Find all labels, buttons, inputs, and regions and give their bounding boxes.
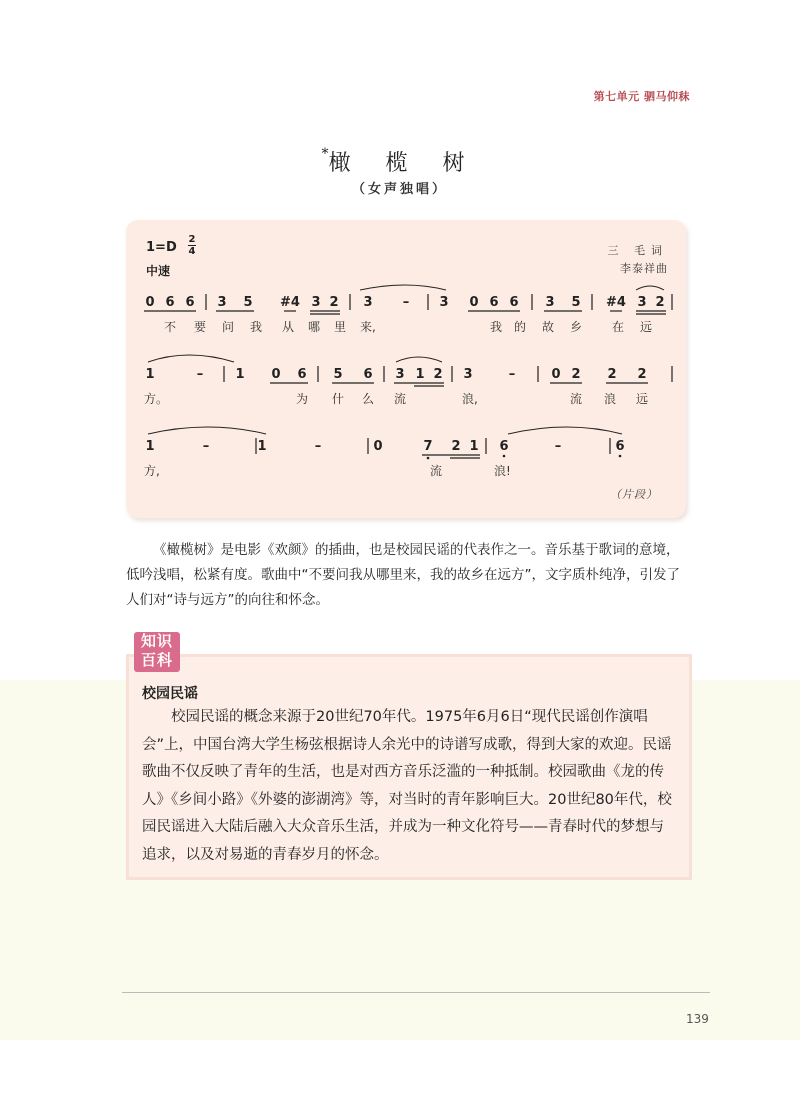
- header-unit-tag: 第七单元 驷马仰秣: [593, 90, 690, 103]
- note: 3: [545, 295, 555, 310]
- score-line-1: [138, 286, 674, 326]
- note: 1: [257, 439, 267, 454]
- lyric-char: 我: [250, 320, 263, 334]
- time-signature-top: 2: [188, 234, 196, 245]
- note: –: [202, 439, 210, 454]
- note: 2: [433, 367, 443, 382]
- lyric-char: 远: [636, 392, 649, 406]
- score-line-1-marks: [138, 286, 674, 326]
- knowledge-badge-line1: 知识: [140, 632, 173, 650]
- note: 0: [145, 295, 155, 310]
- title-star-mark: *: [321, 146, 329, 162]
- note: #4: [280, 295, 300, 310]
- lyric-char: 浪: [604, 392, 617, 406]
- key-signature: 1=D: [146, 240, 177, 255]
- page-number: 139: [686, 1012, 709, 1026]
- note: 3: [395, 367, 405, 382]
- note: 5: [571, 295, 581, 310]
- note: 2: [451, 439, 461, 454]
- lyric-char: 浪!: [494, 464, 511, 478]
- note: 2: [329, 295, 339, 310]
- note: 6: [509, 295, 519, 310]
- note: 6: [499, 439, 509, 454]
- note: 6: [185, 295, 195, 310]
- footer-rule: [122, 992, 710, 993]
- knowledge-heading: 校园民谣: [142, 686, 198, 702]
- lyric-char: 故: [542, 320, 555, 334]
- time-signature: [188, 235, 196, 256]
- lyric-char: 什: [332, 392, 345, 406]
- note: 3: [217, 295, 227, 310]
- lyric-char: 里: [334, 320, 347, 334]
- note: 0: [551, 367, 561, 382]
- score-line-3-marks: [138, 430, 674, 470]
- fragment-note: （片段）: [610, 488, 658, 501]
- lyric-char: 流: [430, 464, 443, 478]
- song-title-text: 橄 榄 树: [328, 151, 479, 176]
- lyric-char: 在: [612, 320, 625, 334]
- note: 6: [165, 295, 175, 310]
- lyric-char: 浪,: [462, 392, 478, 406]
- note: –: [402, 295, 410, 310]
- note: 3: [311, 295, 321, 310]
- lyric-char: 从: [282, 320, 295, 334]
- note: –: [554, 439, 562, 454]
- note: 2: [655, 295, 665, 310]
- composer-credit: 李泰祥曲: [620, 262, 668, 275]
- note: 6: [297, 367, 307, 382]
- song-title: [0, 146, 800, 177]
- note: 3: [363, 295, 373, 310]
- note: 2: [607, 367, 617, 382]
- note: 0: [373, 439, 383, 454]
- note: 5: [333, 367, 343, 382]
- lyric-char: 的: [514, 320, 527, 334]
- note: 1: [469, 439, 479, 454]
- note: –: [196, 367, 204, 382]
- lyric-char: 不: [164, 320, 177, 334]
- note: 0: [271, 367, 281, 382]
- lyric-char: 方。: [144, 392, 169, 406]
- score-box: [126, 220, 686, 518]
- note: 6: [363, 367, 373, 382]
- note: 2: [571, 367, 581, 382]
- knowledge-badge: [134, 632, 180, 672]
- lyric-char: 为: [296, 392, 309, 406]
- lyricist-credit: 三 毛词: [607, 244, 668, 257]
- song-description: 《橄榄树》是电影《欢颜》的插曲，也是校园民谣的代表作之一。音乐基于歌词的意境，低吟浅唱，松紧有度。歌曲中“不要问我从哪里来，我的故乡在远方”，文字质朴纯净，引发了人们对“诗与远方”的向往和怀念。: [126, 542, 680, 608]
- note: 1: [145, 367, 155, 382]
- lyric-char: 流: [570, 392, 583, 406]
- note: #4: [606, 295, 626, 310]
- tempo-marking: 中速: [146, 264, 171, 278]
- note: 6: [489, 295, 499, 310]
- lyric-char: 么: [362, 392, 375, 406]
- lyric-char: 问: [222, 320, 235, 334]
- lyric-char: 乡: [570, 320, 583, 334]
- note: 1: [235, 367, 245, 382]
- note: 2: [637, 367, 647, 382]
- note: –: [508, 367, 516, 382]
- song-subtitle: （女声独唱）: [351, 182, 448, 197]
- lyric-char: 方,: [144, 464, 160, 478]
- knowledge-badge-line2: 百科: [140, 651, 173, 669]
- lyric-char: 来,: [360, 320, 376, 334]
- note: 3: [463, 367, 473, 382]
- note: 1: [145, 439, 155, 454]
- time-signature-bottom: 4: [188, 246, 196, 257]
- note: –: [314, 439, 322, 454]
- lyric-char: 哪: [308, 320, 321, 334]
- note: 7: [423, 439, 433, 454]
- lyric-char: 远: [640, 320, 653, 334]
- lyric-char: 要: [194, 320, 207, 334]
- score-line-3: [138, 430, 674, 470]
- lyric-char: 我: [490, 320, 503, 334]
- note: 6: [615, 439, 625, 454]
- note: 3: [439, 295, 449, 310]
- note: 1: [415, 367, 425, 382]
- note: 5: [243, 295, 253, 310]
- note: 0: [469, 295, 479, 310]
- knowledge-text: 校园民谣的概念来源于20世纪70年代。1975年6月6日“现代民谣创作演唱会”上，中国台湾大学生杨弦根据诗人余光中的诗谱写成歌，得到大家的欢迎。民谣歌曲不仅反映了青年的生活，也是对西方音乐泛滥的一种抵制。校园歌曲《龙的传人》《乡间小路》《外婆的澎湖湾》等，对当时的青年影响巨大。20世纪80年代，校园民谣进入大陆后融入大众音乐生活，并成为一种文化符号——青春时代的梦想与追求，以及对易逝的青春岁月的怀念。: [142, 709, 672, 863]
- lyric-char: 流: [394, 392, 407, 406]
- note: 3: [637, 295, 647, 310]
